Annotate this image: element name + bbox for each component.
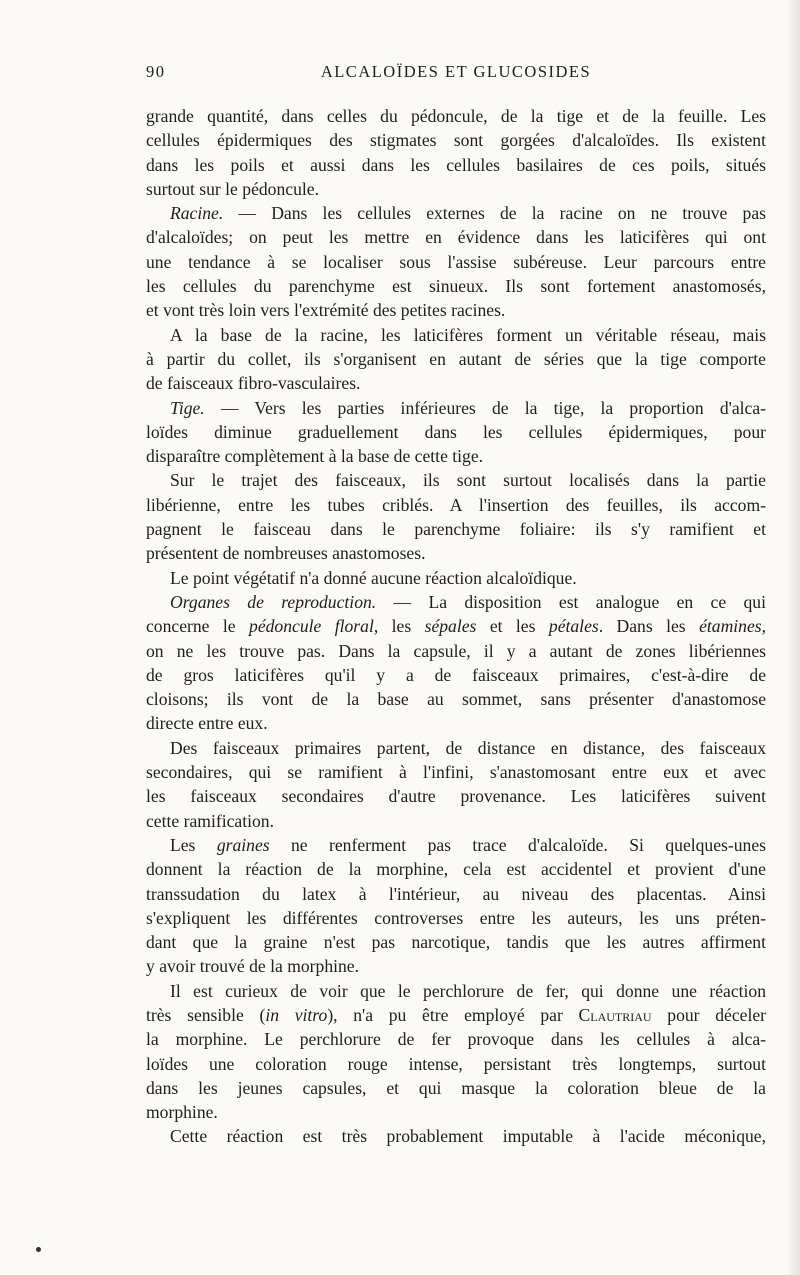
text-line: grande quantité, dans celles du pédoncule, de la tige et de la feuille. Les bbox=[146, 106, 766, 126]
section-heading-racine: Racine. bbox=[170, 203, 224, 224]
text-line: de gros laticifères qu'il y a de faisceaux primaires, c'est-à-dire de bbox=[146, 664, 766, 685]
text-line: et vont très loin vers l'extrémité des petites racines. bbox=[146, 300, 506, 321]
text-line: Des faisceaux primaires partent, de distance en distance, des faisceaux bbox=[170, 737, 766, 758]
text-line: Il est curieux de voir que le perchlorure de fer, qui donne une réaction bbox=[170, 980, 766, 1001]
text-line: on ne les trouve pas. Dans la capsule, il y a autant de zones libériennes bbox=[146, 640, 766, 661]
running-title: ALCALOÏDES ET GLUCOSIDES bbox=[320, 62, 592, 81]
text-line: cloisons; ils vont de la base au sommet, sans présenter d'anastomose bbox=[146, 689, 766, 710]
text-line: libérienne, entre les tubes criblés. A l'insertion des feuilles, ils accom- bbox=[146, 494, 766, 515]
text-line: concerne le pédoncule floral, les sépales et les pétales. Dans les étamines, bbox=[146, 616, 767, 637]
text-line: une tendance à se localiser sous l'assise subéreuse. Leur parcours entre bbox=[146, 251, 766, 272]
text-line: disparaître complètement à la base de cette tige. bbox=[146, 446, 484, 467]
section-tige: Tige. — Vers les parties inférieures de la tige, la proportion d'alca- bbox=[170, 397, 766, 418]
text-line: secondaires, qui se ramifient à l'infini, s'anastomosant entre eux et avec bbox=[146, 762, 766, 783]
text-line: les cellules du parenchyme est sinueux. Ils sont fortement anastomosés, bbox=[146, 276, 766, 297]
author-name: Clautriau bbox=[578, 1004, 652, 1025]
section-heading-organes: Organes de reproduction. bbox=[170, 591, 377, 612]
text-line: d'alcaloïdes; on peut les mettre en évidence dans les laticifères qui ont bbox=[146, 227, 766, 248]
text-line: la morphine. Le perchlorure de fer provoque dans les cellules à alca- bbox=[146, 1029, 766, 1050]
margin-speck bbox=[36, 1247, 41, 1252]
text-line: A la base de la racine, les laticifères forment un véritable réseau, mais bbox=[170, 324, 766, 345]
text-line: loïdes diminue graduellement dans les cellules épidermiques, pour bbox=[146, 421, 766, 442]
section-heading-tige: Tige. bbox=[170, 397, 205, 418]
page-number: 90 bbox=[146, 62, 166, 81]
text-line: Sur le trajet des faisceaux, ils sont surtout localisés dans la partie bbox=[170, 470, 766, 491]
text-line: cette ramification. bbox=[146, 810, 274, 831]
text-line: très sensible (in vitro), n'a pu être employé par Clautriau pour déceler bbox=[146, 1004, 766, 1025]
text-line: loïdes une coloration rouge intense, persistant très longtemps, surtout bbox=[146, 1053, 766, 1074]
text-line: présentent de nombreuses anastomoses. bbox=[146, 543, 426, 564]
text-line: à partir du collet, ils s'organisent en autant de séries que la tige comporte bbox=[146, 348, 766, 369]
text-line: surtout sur le pédoncule. bbox=[146, 178, 319, 199]
text-line: pagnent le faisceau dans le parenchyme foliaire: ils s'y ramifient et bbox=[146, 519, 766, 540]
text-line: s'expliquent les différentes controverses entre les auteurs, les uns préten- bbox=[146, 907, 766, 928]
text-line: Cette réaction est très probablement imputable à l'acide méconique, bbox=[170, 1126, 766, 1147]
section-organes: Organes de reproduction. — La disposition est analogue en ce qui bbox=[170, 591, 766, 612]
text-line: dans les poils et aussi dans les cellules basilaires de ces poils, situés bbox=[146, 154, 766, 175]
text-line: y avoir trouvé de la morphine. bbox=[146, 956, 360, 977]
text-line: morphine. bbox=[146, 1102, 218, 1123]
text-line: dans les jeunes capsules, et qui masque la coloration bleue de la bbox=[146, 1077, 766, 1098]
page-edge-shadow bbox=[786, 0, 800, 1275]
text-line: directe entre eux. bbox=[146, 713, 268, 734]
section-racine: Racine. — Dans les cellules externes de la racine on ne trouve pas bbox=[170, 203, 766, 224]
text-line: Le point végétatif n'a donné aucune réaction alcaloïdique. bbox=[170, 567, 577, 588]
text-line: Les graines ne renferment pas trace d'alcaloïde. Si quelques-unes bbox=[170, 834, 766, 855]
text-line: les faisceaux secondaires d'autre provenance. Les laticifères suivent bbox=[146, 786, 766, 807]
text-line: de faisceaux fibro-vasculaires. bbox=[146, 373, 361, 394]
text-line: cellules épidermiques des stigmates sont gorgées d'alcaloïdes. Ils existent bbox=[146, 130, 766, 151]
text-line: donnent la réaction de la morphine, cela est accidentel et provient d'une bbox=[146, 859, 766, 880]
text-line: transsudation du latex à l'intérieur, au niveau des placentas. Ainsi bbox=[146, 883, 766, 904]
body-text bbox=[146, 104, 766, 1149]
text-line: dant que la graine n'est pas narcotique, tandis que les autres affirment bbox=[146, 932, 766, 953]
page-header bbox=[146, 62, 766, 86]
